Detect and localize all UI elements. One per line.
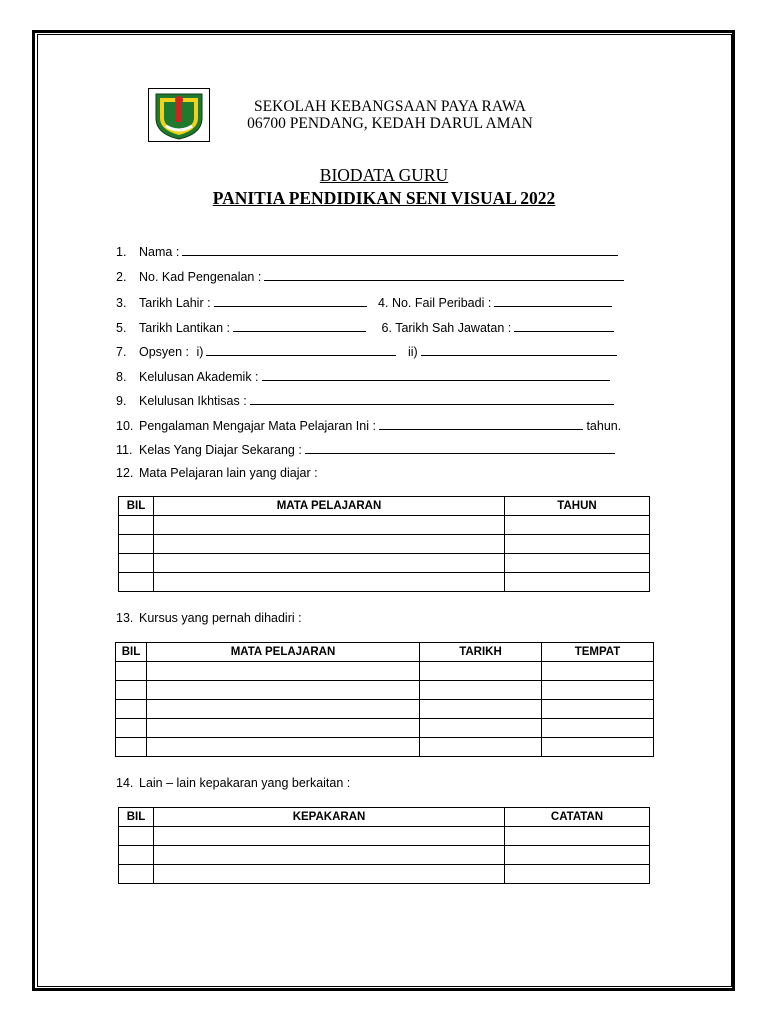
table-cell[interactable] <box>420 719 542 738</box>
table-cell[interactable] <box>119 554 154 573</box>
table-row <box>116 738 654 757</box>
table-cell[interactable] <box>119 516 154 535</box>
field-number: 3. <box>116 296 127 310</box>
table-row <box>119 846 650 865</box>
table-cell[interactable] <box>147 719 420 738</box>
table-cell[interactable] <box>147 681 420 700</box>
field-kad-pengenalan <box>116 269 624 284</box>
tarikh-lantikan-input-line[interactable] <box>233 320 366 332</box>
field-number: 5. <box>116 321 127 335</box>
column-header-tarikh: TARIKH <box>420 643 542 662</box>
field-kepakaran <box>116 776 350 790</box>
column-header-mata-pelajaran: MATA PELAJARAN <box>147 643 420 662</box>
table-row <box>116 700 654 719</box>
table-row <box>119 554 650 573</box>
table-row <box>119 535 650 554</box>
kelulusan-ikhtisas-input-line[interactable] <box>250 393 614 405</box>
field-kursus <box>116 611 302 625</box>
field-number: 13. <box>116 611 134 625</box>
table-cell[interactable] <box>116 719 147 738</box>
column-header-tempat: TEMPAT <box>542 643 654 662</box>
form-title: BIODATA GURU <box>319 165 449 185</box>
field-label: 6. Tarikh Sah Jawatan : <box>381 321 512 335</box>
table-cell[interactable] <box>505 827 650 846</box>
field-number: 14. <box>116 776 134 790</box>
option-one-label: i) <box>196 345 204 359</box>
tarikh-lahir-input-line[interactable] <box>214 295 367 307</box>
table-cell[interactable] <box>542 738 654 757</box>
pengalaman-input-line[interactable] <box>379 418 583 430</box>
table-row <box>119 573 650 592</box>
table-cell[interactable] <box>542 681 654 700</box>
table-cell[interactable] <box>116 738 147 757</box>
table-cell[interactable] <box>119 827 154 846</box>
field-pengalaman-mengajar <box>116 418 621 433</box>
nama-input-line[interactable] <box>182 244 618 256</box>
field-label: Pengalaman Mengajar Mata Pelajaran Ini : <box>139 419 376 433</box>
field-number: 7. <box>116 345 127 359</box>
table-row <box>116 662 654 681</box>
field-number: 9. <box>116 394 127 408</box>
school-header <box>230 98 550 132</box>
column-header-catatan: CATATAN <box>505 808 650 827</box>
field-number: 1. <box>116 245 127 259</box>
field-nama <box>116 244 618 259</box>
table-cell[interactable] <box>154 535 505 554</box>
field-kelulusan-ikhtisas <box>116 393 614 408</box>
field-kelas-diajar <box>116 442 615 457</box>
table-cell[interactable] <box>542 662 654 681</box>
table-cell[interactable] <box>505 554 650 573</box>
field-label: Kelulusan Akademik : <box>139 370 259 384</box>
field-label: Mata Pelajaran lain yang diajar : <box>139 466 318 480</box>
opsyen-one-input-line[interactable] <box>206 344 396 356</box>
column-header-tahun: TAHUN <box>505 497 650 516</box>
mata-pelajaran-table <box>118 496 650 592</box>
table-header-row <box>116 643 654 662</box>
table-cell[interactable] <box>116 681 147 700</box>
field-tarikh-lahir <box>116 295 612 310</box>
table-cell[interactable] <box>420 700 542 719</box>
table-cell[interactable] <box>154 846 505 865</box>
field-label: Kelulusan Ikhtisas : <box>139 394 247 408</box>
column-header-mata-pelajaran: MATA PELAJARAN <box>154 497 505 516</box>
opsyen-two-input-line[interactable] <box>421 344 617 356</box>
table-cell[interactable] <box>147 738 420 757</box>
kelas-diajar-input-line[interactable] <box>305 442 615 454</box>
field-label: Opsyen : <box>139 345 190 359</box>
table-cell[interactable] <box>420 738 542 757</box>
kad-pengenalan-input-line[interactable] <box>264 269 624 281</box>
table-cell[interactable] <box>147 662 420 681</box>
table-cell[interactable] <box>154 516 505 535</box>
table-cell[interactable] <box>119 535 154 554</box>
table-row <box>116 719 654 738</box>
column-header-bil: BIL <box>116 643 147 662</box>
table-cell[interactable] <box>154 573 505 592</box>
field-label: No. Kad Pengenalan : <box>139 270 262 284</box>
field-mata-pelajaran-lain <box>116 466 318 480</box>
kelulusan-akademik-input-line[interactable] <box>262 369 610 381</box>
table-cell[interactable] <box>505 573 650 592</box>
fail-peribadi-input-line[interactable] <box>494 295 612 307</box>
field-suffix: tahun. <box>586 419 622 433</box>
field-label: Kelas Yang Diajar Sekarang : <box>139 443 302 457</box>
kepakaran-table <box>118 807 650 884</box>
table-cell[interactable] <box>154 554 505 573</box>
table-header-row <box>119 808 650 827</box>
table-cell[interactable] <box>154 865 505 884</box>
table-cell[interactable] <box>542 719 654 738</box>
table-header-row <box>119 497 650 516</box>
table-cell[interactable] <box>119 573 154 592</box>
table-cell[interactable] <box>420 662 542 681</box>
field-label: Tarikh Lantikan : <box>139 321 231 335</box>
table-cell[interactable] <box>505 846 650 865</box>
table-cell[interactable] <box>542 700 654 719</box>
field-kelulusan-akademik <box>116 369 610 384</box>
field-number: 8. <box>116 370 127 384</box>
table-row <box>119 827 650 846</box>
table-cell[interactable] <box>116 662 147 681</box>
field-label: Tarikh Lahir : <box>139 296 211 310</box>
field-label: Nama : <box>139 245 180 259</box>
table-cell[interactable] <box>505 516 650 535</box>
table-cell[interactable] <box>116 700 147 719</box>
column-header-bil: BIL <box>119 497 154 516</box>
field-number: 12. <box>116 466 134 480</box>
field-label: 4. No. Fail Peribadi : <box>378 296 492 310</box>
field-number: 2. <box>116 270 127 284</box>
form-subtitle: PANITIA PENDIDIKAN SENI VISUAL 2022 <box>212 188 556 208</box>
table-cell[interactable] <box>505 535 650 554</box>
field-opsyen <box>116 344 617 359</box>
field-label: Lain – lain kepakaran yang berkaitan : <box>139 776 351 790</box>
table-cell[interactable] <box>119 865 154 884</box>
table-cell[interactable] <box>420 681 542 700</box>
table-cell[interactable] <box>147 700 420 719</box>
column-header-kepakaran: KEPAKARAN <box>154 808 505 827</box>
school-crest-logo <box>148 88 210 142</box>
table-row <box>116 681 654 700</box>
school-address: 06700 PENDANG, KEDAH DARUL AMAN <box>247 115 533 132</box>
column-header-bil: BIL <box>119 808 154 827</box>
field-number: 11. <box>116 443 133 457</box>
tarikh-sah-jawatan-input-line[interactable] <box>514 320 614 332</box>
field-label: Kursus yang pernah dihadiri : <box>139 611 302 625</box>
table-row <box>119 865 650 884</box>
table-cell[interactable] <box>505 865 650 884</box>
school-name: SEKOLAH KEBANGSAAN PAYA RAWA <box>254 98 526 115</box>
field-tarikh-lantikan <box>116 320 614 335</box>
option-two-label: ii) <box>407 345 418 359</box>
table-row <box>119 516 650 535</box>
field-number: 10. <box>116 419 134 433</box>
table-cell[interactable] <box>119 846 154 865</box>
kursus-table <box>115 642 654 757</box>
table-cell[interactable] <box>154 827 505 846</box>
